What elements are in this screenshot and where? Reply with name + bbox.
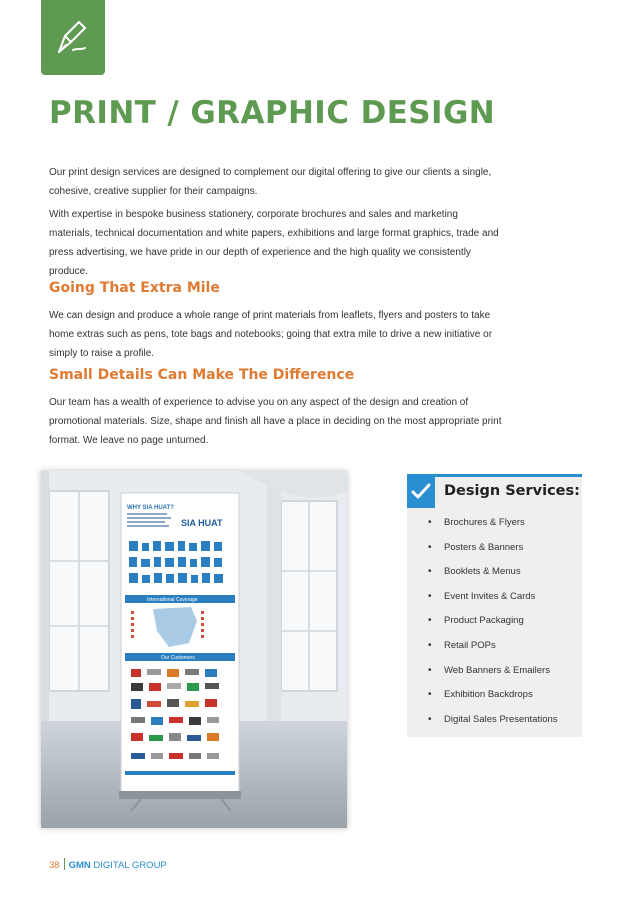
bullet-icon: • xyxy=(428,664,432,676)
banner-customers-label: Our Customers xyxy=(161,655,195,661)
design-services-list xyxy=(407,513,582,734)
banner-photo-illustration xyxy=(41,471,347,828)
design-services-title: Design Services: xyxy=(444,483,580,499)
section-body-extra-mile: We can design and produce a whole range of print materials from leaflets, flyers and posters to take home extras such as pens, tote bags and notebooks; going that extra mile to drive a new initiative or simply to raise a profile. xyxy=(49,310,493,359)
service-label: Product Packaging xyxy=(444,615,524,627)
service-label: Event Invites & Cards xyxy=(444,590,536,602)
list-item xyxy=(407,562,582,587)
service-label: Exhibition Backdrops xyxy=(444,689,533,701)
list-item xyxy=(407,710,582,735)
footer-divider xyxy=(64,858,65,870)
bullet-icon: • xyxy=(428,689,432,701)
banner-heading: WHY SIA HUAT? xyxy=(127,505,174,511)
page-title: PRINT / GRAPHIC DESIGN xyxy=(49,95,496,131)
pen-nib-icon xyxy=(55,18,91,56)
intro-paragraph-2: With expertise in bespoke business stationery, corporate brochures and sales and marketing materials, technical documentation and white papers, exhibitions and large format graphics, trade and press advertising, we have pride in our depth of experience and the high quality we consistently produce. xyxy=(49,209,499,277)
bullet-icon: • xyxy=(428,541,432,553)
list-item xyxy=(407,661,582,686)
footer-brand: GMN xyxy=(68,860,91,871)
design-services-box xyxy=(407,474,582,737)
intro-paragraph-1: Our print design services are designed to complement our digital offering to give our clients a single, cohesive, creative supplier for their campaigns. xyxy=(49,167,492,197)
list-item xyxy=(407,587,582,612)
list-item xyxy=(407,636,582,661)
section-heading-small-details: Small Details Can Make The Difference xyxy=(49,367,355,383)
section-body-small-details: Our team has a wealth of experience to advise you on any aspect of the design and creation of promotional materials. Size, shape and finish all have a place in deciding on the most appropriate print format. We leave no page unturned. xyxy=(49,397,502,446)
footer-brand-rest: DIGITAL GROUP xyxy=(93,860,167,871)
service-label: Booklets & Menus xyxy=(444,566,521,578)
list-item xyxy=(407,513,582,538)
section-tab xyxy=(41,0,105,75)
page-number: 38 xyxy=(49,860,60,871)
bullet-icon: • xyxy=(428,566,432,578)
list-item xyxy=(407,685,582,710)
banner-coverage-label: International Coverage xyxy=(147,597,198,603)
bullet-icon: • xyxy=(428,517,432,528)
banner-photo xyxy=(41,471,347,828)
list-item xyxy=(407,611,582,636)
service-label: Retail POPs xyxy=(444,639,496,651)
design-services-header xyxy=(407,474,582,508)
bullet-icon: • xyxy=(428,615,432,627)
service-label: Brochures & Flyers xyxy=(444,517,525,528)
banner-logo: SIA HUAT xyxy=(181,518,223,528)
service-label: Posters & Banners xyxy=(444,541,524,553)
bullet-icon: • xyxy=(428,639,432,651)
service-label: Web Banners & Emailers xyxy=(444,664,550,676)
bullet-icon: • xyxy=(428,713,432,725)
checkmark-badge xyxy=(407,477,435,508)
page-footer xyxy=(49,858,167,871)
checkmark-icon xyxy=(411,483,431,501)
bullet-icon: • xyxy=(428,590,432,602)
list-item xyxy=(407,538,582,563)
section-heading-extra-mile: Going That Extra Mile xyxy=(49,280,220,296)
service-label: Digital Sales Presentations xyxy=(444,713,558,725)
